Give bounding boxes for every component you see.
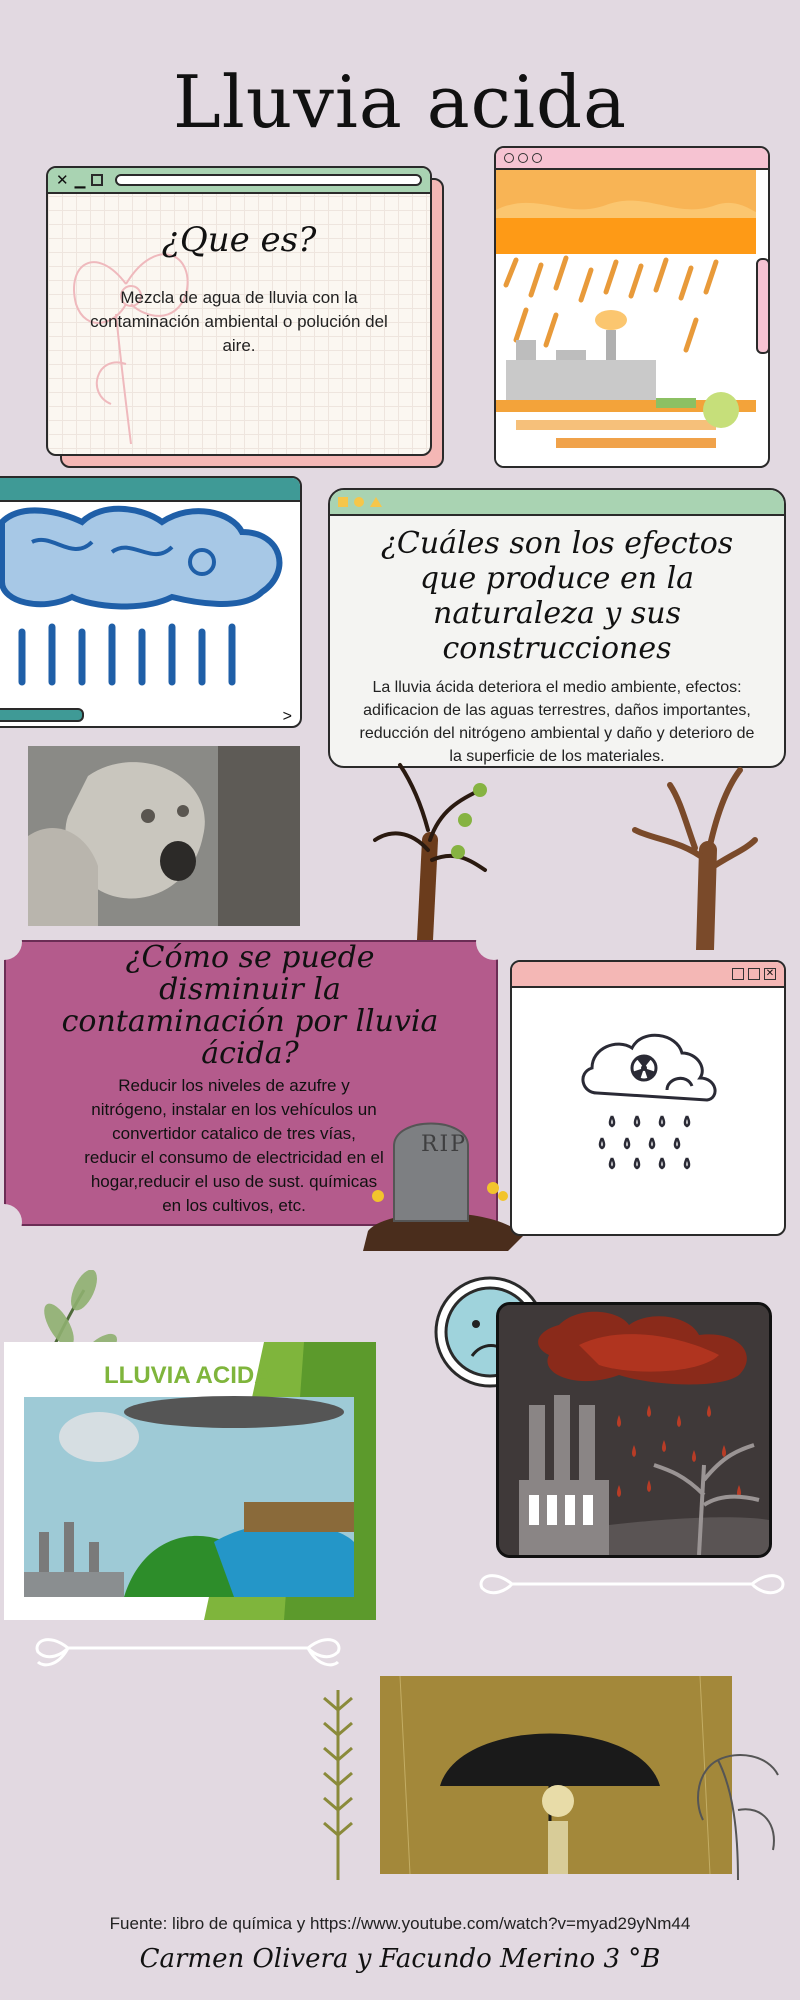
- acid-rain-city-illustration: [496, 170, 756, 466]
- blue-cloud-card: [0, 476, 302, 728]
- ticket-notch: [476, 924, 512, 960]
- efectos-card: [328, 488, 786, 768]
- lluvia-acida-poster: [4, 1342, 376, 1620]
- radiation-titlebar: [512, 962, 784, 988]
- minimize-icon[interactable]: [732, 968, 744, 980]
- gargoyle-photo: [28, 746, 300, 926]
- page-title: Lluvia acida: [172, 60, 628, 144]
- que-es-text: Mezcla de agua de lluvia con la contaminación ambiental o polución del aire.: [90, 288, 388, 355]
- tombstone-label: RIP: [420, 1132, 468, 1157]
- triangle-button-icon[interactable]: [370, 497, 382, 507]
- efectos-text: La lluvia ácida deteriora el medio ambiente, efectos: adificacion de las aguas terrestres, daños importantes, reducción del nitrógeno ambiental y daño y deterioro de la superficie de los materiales.: [359, 679, 755, 765]
- address-bar[interactable]: [115, 174, 422, 186]
- que-es-heading: ¿Que es?: [161, 220, 317, 260]
- disminuir-heading: ¿Cómo se puede disminuir la contaminación por lluvia ácida?: [61, 940, 439, 1071]
- close-icon[interactable]: ✕: [56, 172, 69, 189]
- disminuir-text: Reducir los niveles de azufre y nitrógeno, instalar en los vehículos un convertidor catalico de tres vías, reducir el consumo de electricidad en el hogar,reducir el uso de sust. químicas en los cultivos, etc.: [84, 1076, 384, 1215]
- poster-label: LLUVIA ACIDA: [104, 1362, 272, 1389]
- maximize-icon[interactable]: [748, 968, 760, 980]
- tombstone-illustration: [358, 1096, 528, 1258]
- window-dot-icon[interactable]: [504, 153, 514, 163]
- circle-button-icon[interactable]: [354, 497, 364, 507]
- factory-acid-rain-card: [496, 1302, 772, 1558]
- city-card-scroll-handle[interactable]: [756, 258, 770, 354]
- que-es-card: [46, 166, 432, 456]
- authors-text: Carmen Olivera y Facundo Merino 3 °B: [139, 1944, 661, 1974]
- source-text: Fuente: libro de química y https://www.youtube.com/watch?v=myad29yNm44: [109, 1914, 691, 1933]
- maximize-icon[interactable]: [91, 174, 103, 186]
- city-card-titlebar: [496, 148, 768, 170]
- que-es-titlebar: [48, 168, 430, 194]
- efectos-heading: ¿Cuáles son los efectos que produce en la naturaleza y sus construcciones: [380, 526, 734, 666]
- radiation-cloud-card: [510, 960, 786, 1236]
- floral-divider: [28, 1622, 348, 1672]
- blue-rain-cloud-illustration: [0, 502, 300, 698]
- tree-with-radiation-leaves: [370, 760, 490, 940]
- square-button-icon[interactable]: [338, 497, 348, 507]
- close-icon[interactable]: ✕: [765, 968, 775, 979]
- blue-cloud-scrollbar[interactable]: [0, 708, 84, 722]
- drooping-flower-decoration: [678, 1730, 788, 1880]
- floral-divider: [472, 1560, 790, 1604]
- radiation-icon: [572, 1028, 722, 1178]
- blue-cloud-titlebar: [0, 478, 300, 502]
- bare-tree: [630, 760, 760, 950]
- minimize-icon[interactable]: ▁: [74, 171, 86, 188]
- window-dot-icon[interactable]: [518, 153, 528, 163]
- fern-decoration: [318, 1690, 358, 1880]
- acid-rain-city-card: [494, 146, 770, 468]
- efectos-titlebar: [330, 490, 784, 516]
- window-dot-icon[interactable]: [532, 153, 542, 163]
- next-arrow-icon[interactable]: >: [282, 708, 292, 725]
